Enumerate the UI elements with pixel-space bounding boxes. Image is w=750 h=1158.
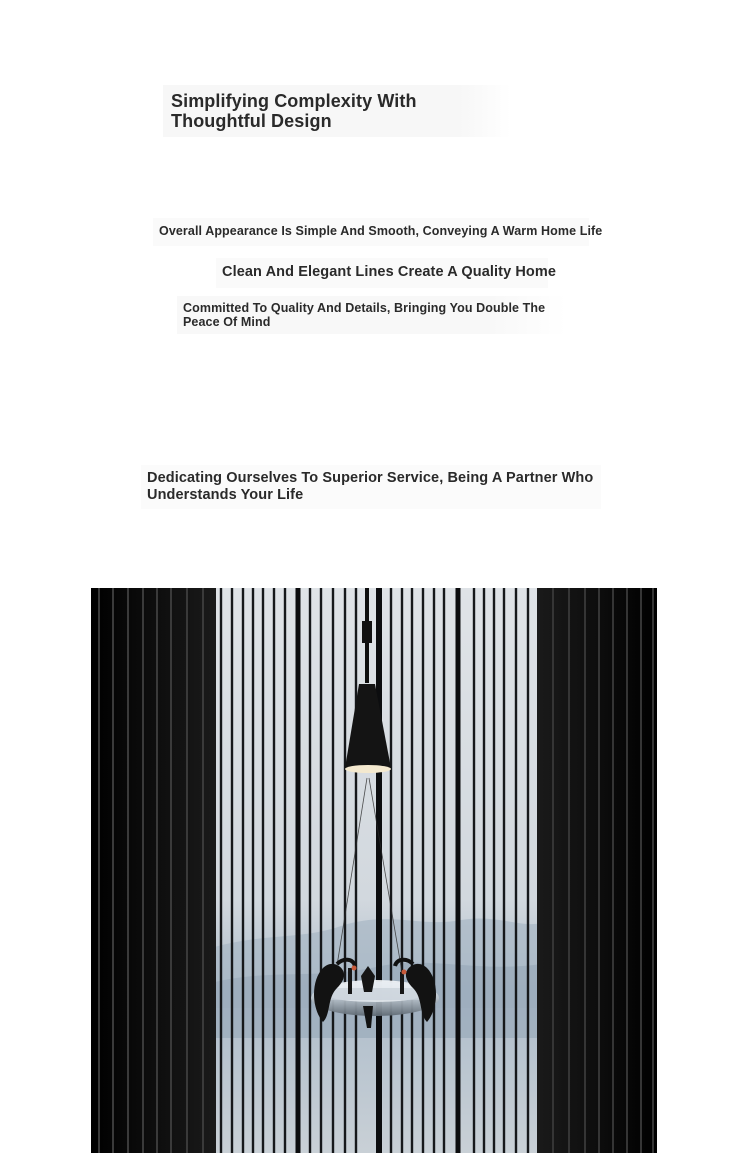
feature-line-elegant-lines: Clean And Elegant Lines Create A Quality Home (216, 258, 548, 288)
lighting-photo-graphic (91, 588, 657, 1153)
lighting-photo (91, 588, 657, 1153)
hero-title: Simplifying Complexity With Thoughtful Design (163, 85, 511, 137)
feature-line-quality: Committed To Quality And Details, Bringing You Double The Peace Of Mind (177, 296, 567, 334)
feature-line-appearance: Overall Appearance Is Simple And Smooth, Conveying A Warm Home Life (153, 218, 589, 246)
service-statement: Dedicating Ourselves To Superior Service, Being A Partner Who Understands Your Life (141, 465, 601, 509)
